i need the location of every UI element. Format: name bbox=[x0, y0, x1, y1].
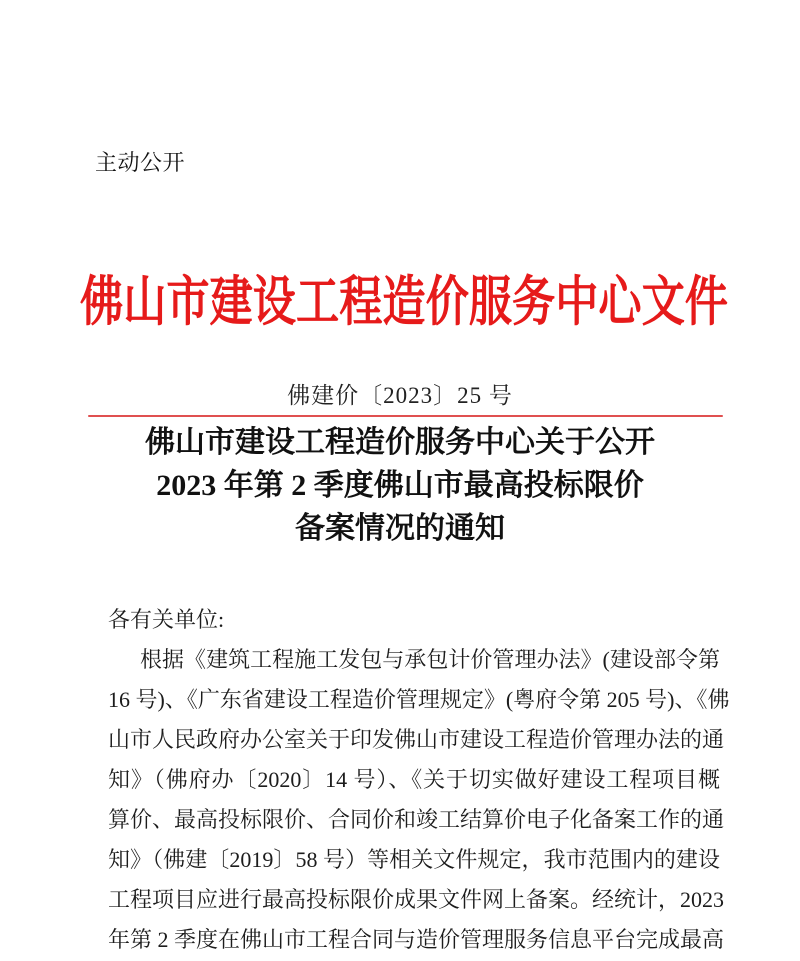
letterhead-title: 佛山市建设工程造价服务中心文件 bbox=[80, 272, 728, 332]
classification-label: 主动公开 bbox=[95, 150, 186, 175]
document-title bbox=[0, 421, 800, 550]
body-line: 根据《建筑工程施工发包与承包计价管理办法》(建设部令第 bbox=[140, 647, 720, 672]
document-title-line: 佛山市建设工程造价服务中心关于公开 bbox=[145, 426, 655, 459]
body-line: 算价、最高投标限价、合同价和竣工结算价电子化备案工作的通 bbox=[108, 807, 725, 832]
body-line: 知》（佛建〔2019〕58 号）等相关文件规定，我市范围内的建设 bbox=[108, 847, 720, 872]
red-separator-rule bbox=[88, 415, 723, 417]
salutation-line: 各有关单位: bbox=[108, 607, 225, 632]
body-line: 年第 2 季度在佛山市工程合同与造价管理服务信息平台完成最高 bbox=[108, 927, 725, 952]
body-line: 16 号)、《广东省建设工程造价管理规定》(粤府令第 205 号)、《佛 bbox=[108, 687, 730, 712]
body-line: 山市人民政府办公室关于印发佛山市建设工程造价管理办法的通 bbox=[108, 727, 725, 752]
body-paragraph bbox=[108, 600, 730, 960]
document-number: 佛建价〔2023〕25 号 bbox=[287, 383, 513, 408]
document-title-line: 2023 年第 2 季度佛山市最高投标限价 bbox=[156, 469, 644, 502]
body-line: 知》（佛府办〔2020〕14 号）、《关于切实做好建设工程项目概 bbox=[108, 767, 720, 792]
body-line: 工程项目应进行最高投标限价成果文件网上备案。经统计，2023 bbox=[108, 887, 725, 912]
document-title-line: 备案情况的通知 bbox=[295, 512, 505, 545]
